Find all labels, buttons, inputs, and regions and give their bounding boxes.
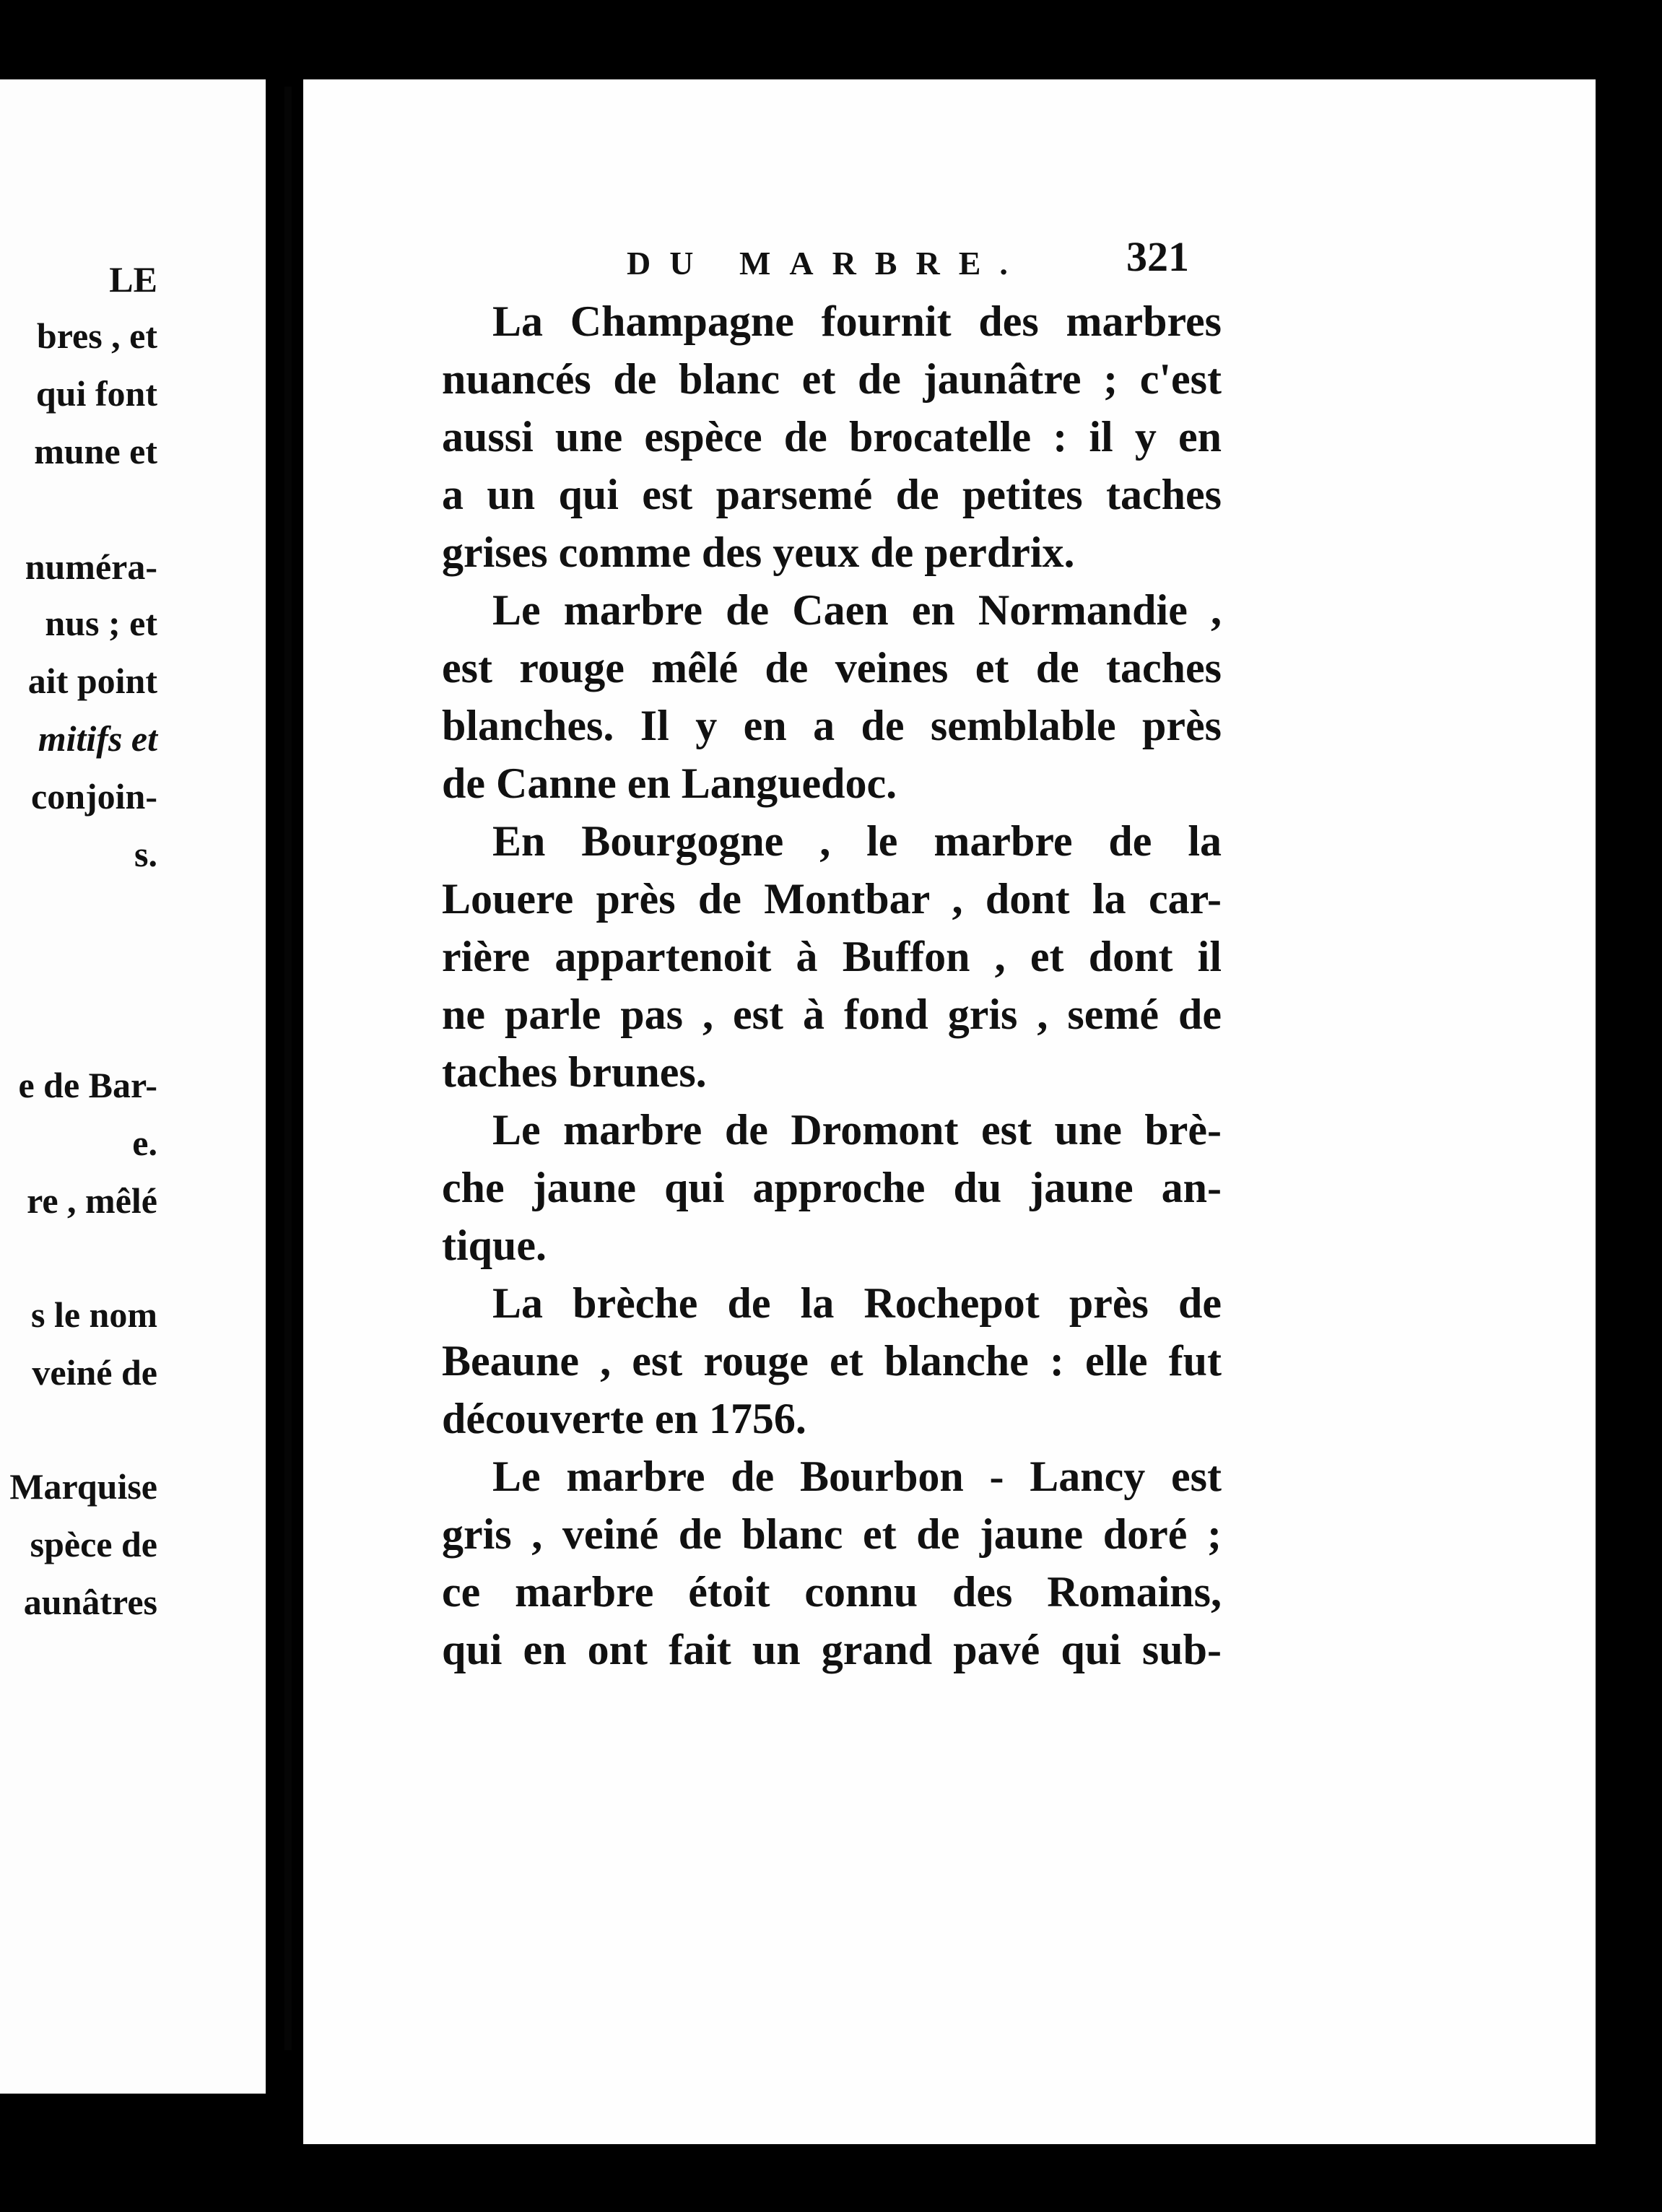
running-head: DU MARBRE. — [627, 245, 1027, 282]
left-line: nus ; et — [45, 603, 157, 643]
left-line: LE — [109, 259, 157, 300]
left-line: spèce de — [30, 1524, 157, 1564]
left-line: mune et — [34, 431, 157, 471]
left-line: s. — [134, 834, 157, 874]
left-line: e. — [132, 1123, 157, 1163]
text-line: ne parle pas , est à fond gris , semé de — [442, 990, 1222, 1038]
right-page — [303, 79, 1596, 2144]
text-line: a un qui est parsemé de petites taches — [442, 471, 1222, 518]
text-line: qui en ont fait un grand pavé qui sub- — [442, 1626, 1222, 1673]
text-line: Louere près de Montbar , dont la car- — [442, 875, 1222, 923]
left-line: ait point — [27, 661, 157, 701]
text-line: aussi une espèce de brocatelle : il y en — [442, 413, 1222, 461]
text-line: est rouge mêlé de veines et de taches — [442, 644, 1222, 692]
spine-line — [284, 87, 292, 2050]
left-line: re , mêlé — [27, 1180, 157, 1221]
text-line: découverte en 1756. — [442, 1395, 806, 1442]
left-line: numéra- — [25, 547, 157, 587]
left-page-fragment — [0, 79, 266, 2094]
left-line-italic: mitifs et — [38, 718, 157, 759]
text-line: La brèche de la Rochepot près de — [492, 1279, 1222, 1327]
text-line: Beaune , est rouge et blanche : elle fut — [442, 1337, 1222, 1385]
left-line: Marquise — [9, 1466, 157, 1507]
left-line: e de Bar- — [18, 1065, 157, 1105]
left-line: s le nom — [31, 1294, 157, 1335]
text-line: Le marbre de Caen en Normandie , — [492, 586, 1222, 634]
text-line: gris , veiné de blanc et de jaune doré ; — [442, 1510, 1222, 1558]
text-line: de Canne en Languedoc. — [442, 759, 897, 807]
text-line: taches brunes. — [442, 1048, 707, 1096]
text-line: nuancés de blanc et de jaunâtre ; c'est — [442, 355, 1222, 403]
page-number: 321 — [1126, 233, 1189, 280]
left-line: aunâtres — [23, 1582, 157, 1622]
text-line: tique. — [442, 1222, 547, 1269]
left-line — [38, 720, 157, 757]
text-line: En Bourgogne , le marbre de la — [492, 817, 1222, 865]
text-line: blanches. Il y en a de semblable près — [442, 702, 1222, 749]
left-line: conjoin- — [31, 776, 157, 817]
text-line: Le marbre de Dromont est une brè- — [492, 1106, 1222, 1154]
text-line: grises comme des yeux de perdrix. — [442, 528, 1075, 576]
book-gutter — [266, 0, 303, 2212]
left-line: qui font — [35, 373, 157, 414]
text-line: ce marbre étoit connu des Romains, — [442, 1568, 1222, 1616]
text-line: La Champagne fournit des marbres — [492, 297, 1222, 345]
text-line: rière appartenoit à Buffon , et dont il — [442, 933, 1222, 980]
left-line: bres , et — [36, 315, 157, 356]
left-line: veiné de — [32, 1352, 157, 1393]
text-line: che jaune qui approche du jaune an- — [442, 1164, 1222, 1211]
text-line: Le marbre de Bourbon - Lancy est — [492, 1453, 1222, 1500]
